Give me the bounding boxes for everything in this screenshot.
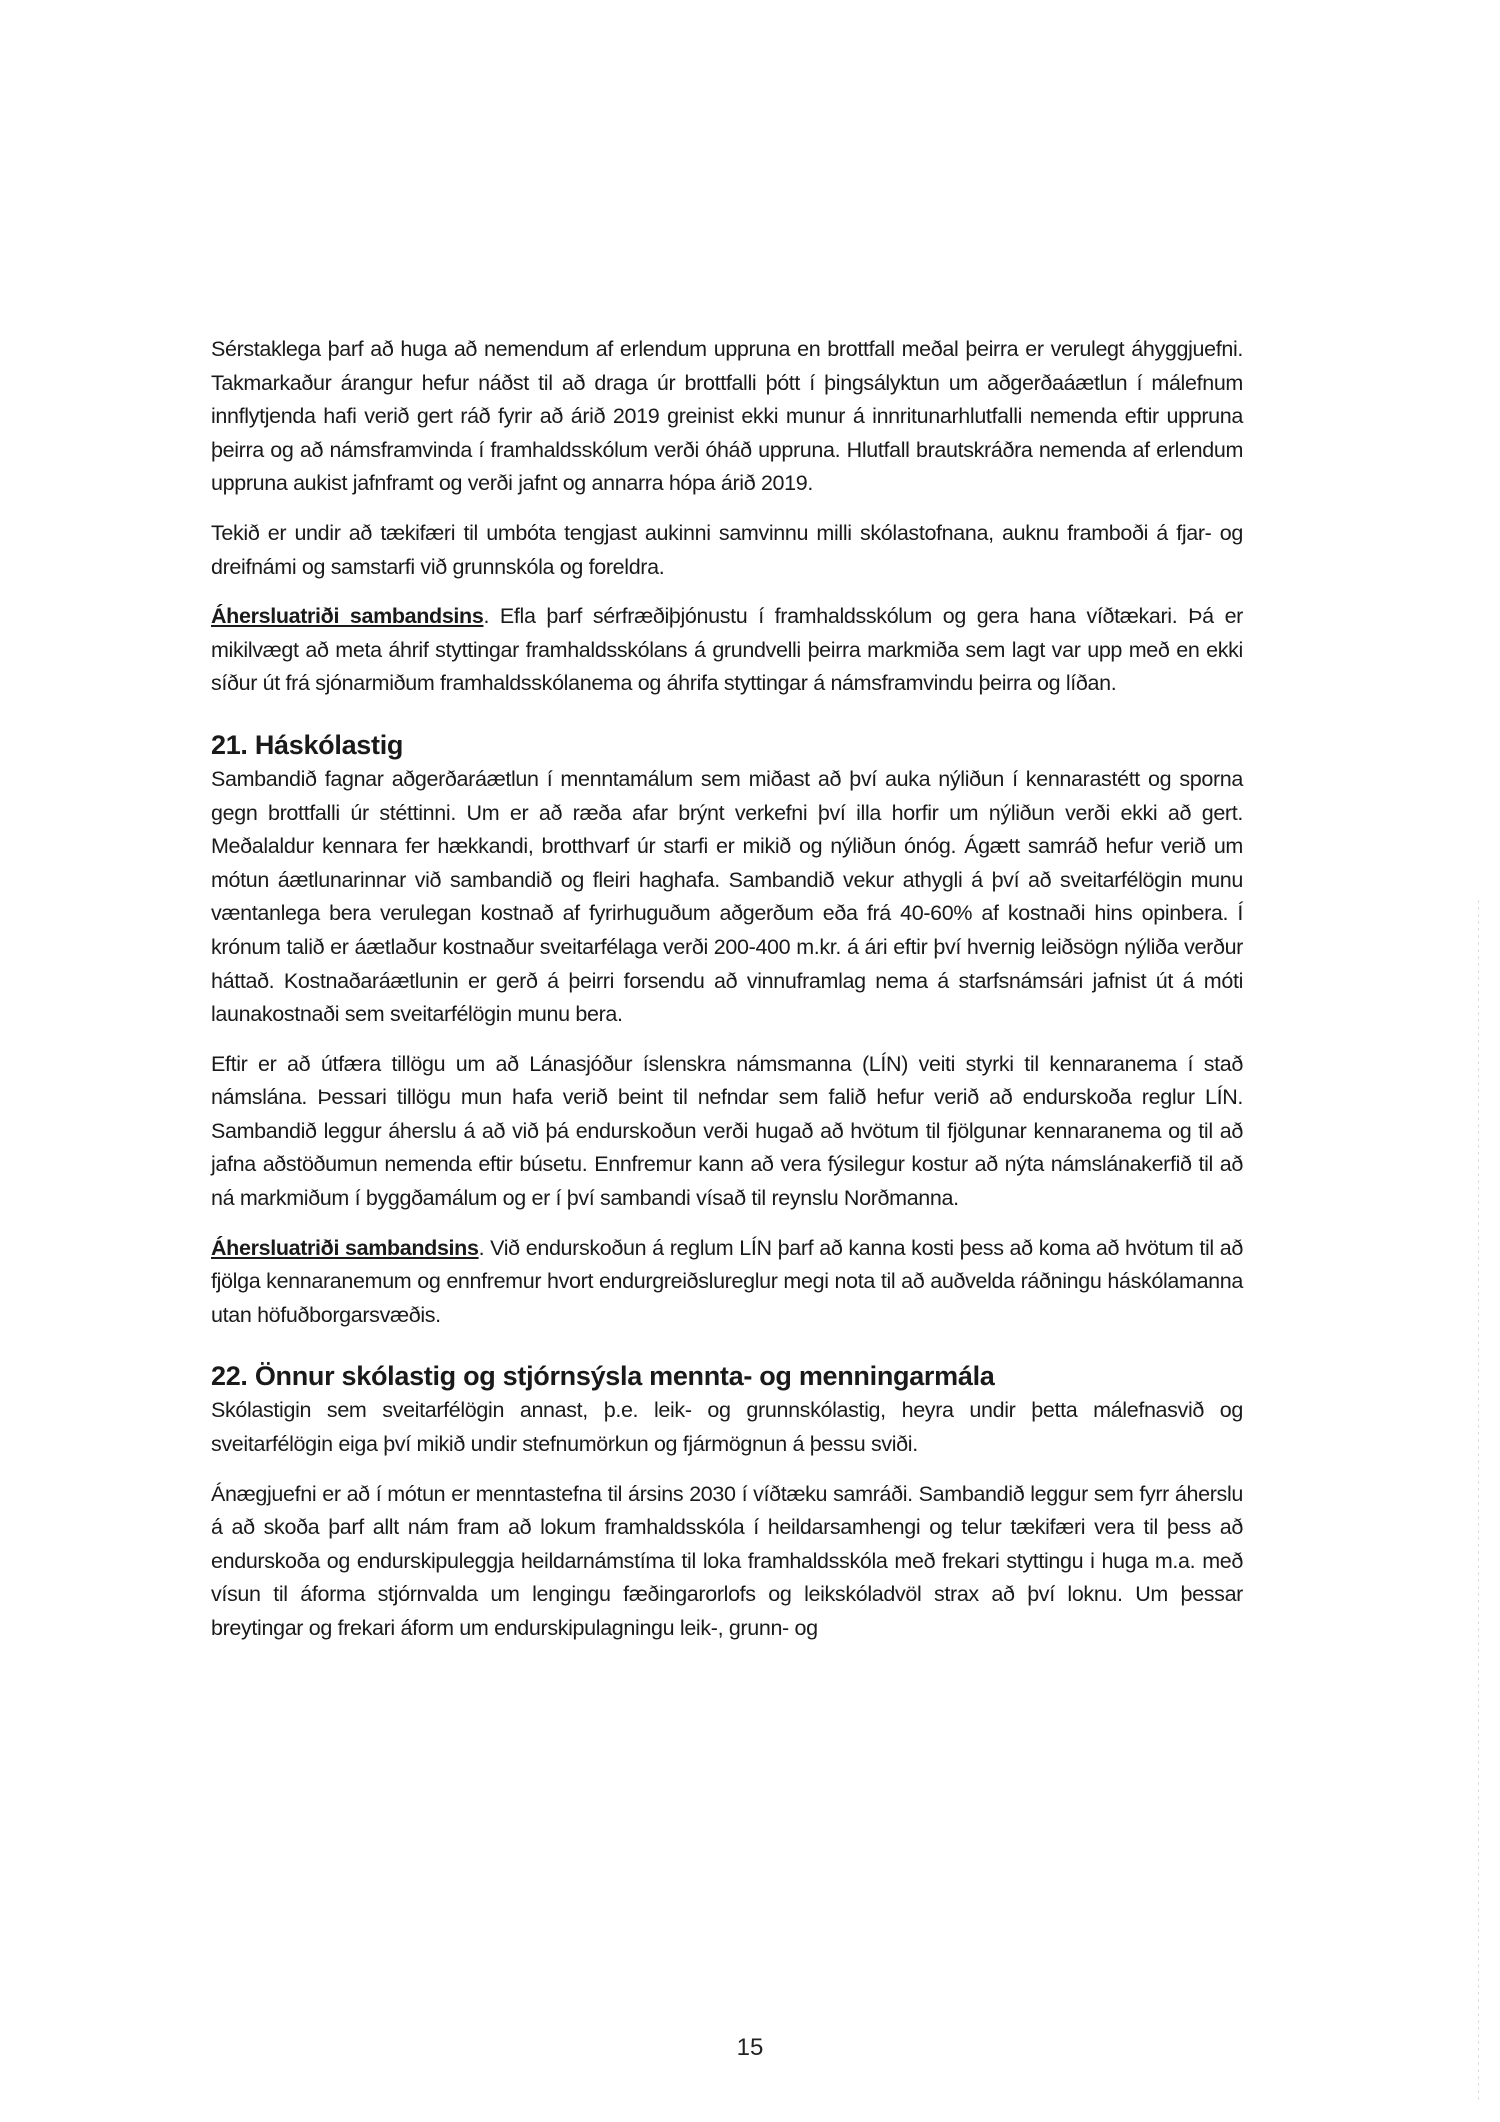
document-page	[211, 333, 1243, 1662]
section-heading: 21. Háskólastig	[211, 729, 404, 760]
paragraph: Ánægjuefni er að í mótun er menntastefna til ársins 2030 í víðtæku samráði. Sambandið leggur sem fyrr áherslu á að skoða þarf allt nám fram að lokum framhaldsskóla í heildarsamhengi og telur tækifæri vera til þess að endurskoða og endurskipuleggja heildarnámstíma til loka framhaldsskóla með frekari styttingu i huga m.a. með vísun til áforma stjórnvalda um lengingu fæðingarorlofs og leikskóladvöl strax að því loknu. Um þessar breytingar og frekari áform um endurskipulagningu leik-, grunn- og	[211, 1481, 1243, 1640]
scan-edge-line	[1478, 900, 1479, 2100]
section-heading: 22. Önnur skólastig og stjórnsýsla mennta- og menningarmála	[211, 1361, 995, 1392]
page-number: 15	[736, 2034, 764, 2061]
emphasis-text: . Við endurskoðun á reglum LÍN þarf að kanna kosti þess að koma að hvötum til að fjölga kennaranemum og ennfremur hvort endurgreiðslureglur megi nota til að auðvelda ráðningu háskólamanna utan höfuðborgarsvæðis.	[211, 1235, 1243, 1327]
paragraph: Tekið er undir að tækifæri til umbóta tengjast aukinni samvinnu milli skólastofnana, auknu framboði á fjar- og dreifnámi og samstarfi við grunnskóla og foreldra.	[211, 520, 1243, 579]
emphasis-paragraph	[211, 1232, 1243, 1333]
emphasis-paragraph	[211, 600, 1243, 701]
paragraph: Sérstaklega þarf að huga að nemendum af erlendum uppruna en brottfall meðal þeirra er verulegt áhyggjuefni. Takmarkaður árangur hefur náðst til að draga úr brottfalli þótt í þingsályktun um aðgerðaáætlun í málefnum innflytjenda hafi verið gert ráð fyrir að árið 2019 greinist ekki munur á innritunarhlutfalli nemenda eftir uppruna þeirra og að námsframvinda í framhaldsskólum verði óháð uppruna. Hlutfall brautskráðra nemenda af erlendum uppruna aukist jafnframt og verði jafnt og annarra hópa árið 2019.	[211, 337, 1243, 496]
emphasis-text: . Efla þarf sérfræðiþjónustu í framhaldsskólum og gera hana víðtækari. Þá er mikilvægt að meta áhrif styttingar framhaldsskólans á grundvelli þeirra markmiða sem lagt var upp með en ekki síður út frá sjónarmiðum framhaldsskólanema og áhrifa styttingar á námsframvindu þeirra og líðan.	[211, 604, 1243, 696]
emphasis-label: Áhersluatriði sambandsins	[211, 604, 484, 629]
paragraph: Sambandið fagnar aðgerðaráætlun í menntamálum sem miðast að því auka nýliðun í kennarastétt og sporna gegn brottfalli úr stéttinni. Um er að ræða afar brýnt verkefni því illa horfir um nýliðun verði ekki að gert. Meðalaldur kennara fer hækkandi, brotthvarf úr starfi er mikið og nýliðun ónóg. Ágætt samráð hefur verið um mótun áætlunarinnar við sambandið og fleiri haghafa. Sambandið vekur athygli á því að sveitarfélögin munu væntanlega bera verulegan kostnað af fyrirhuguðum aðgerðum eða frá 40-60% af kostnaði hins opinbera. Í krónum talið er áætlaður kostnaður sveitarfélaga verði 200-400 m.kr. á ári eftir því hvernig leiðsögn nýliða verður háttað. Kostnaðaráætlunin er gerð á þeirri forsendu að vinnuframlag nema á starfsnámsári jafnist út á móti launakostnaði sem sveitarfélögin munu bera.	[211, 766, 1243, 1027]
paragraph: Eftir er að útfæra tillögu um að Lánasjóður íslenskra námsmanna (LÍN) veiti styrki til kennaranema í stað námslána. Þessari tillögu mun hafa verið beint til nefndar sem falið hefur verið að endurskoða reglur LÍN. Sambandið leggur áherslu á að við þá endurskoðun verði hugað að hvötum til fjölgunar kennaranema og til að jafna aðstöðumun nemenda eftir búsetu. Ennfremur kann að vera fýsilegur kostur að nýta námslánakerfið til að ná markmiðum í byggðamálum og er í því sambandi vísað til reynslu Norðmanna.	[211, 1051, 1243, 1211]
paragraph: Skólastigin sem sveitarfélögin annast, þ.e. leik- og grunnskólastig, heyra undir þetta málefnasvið og sveitarfélögin eiga því mikið undir stefnumörkun og fjármögnun á þessu sviði.	[211, 1398, 1243, 1457]
emphasis-label: Áhersluatriði sambandsins	[211, 1235, 479, 1260]
